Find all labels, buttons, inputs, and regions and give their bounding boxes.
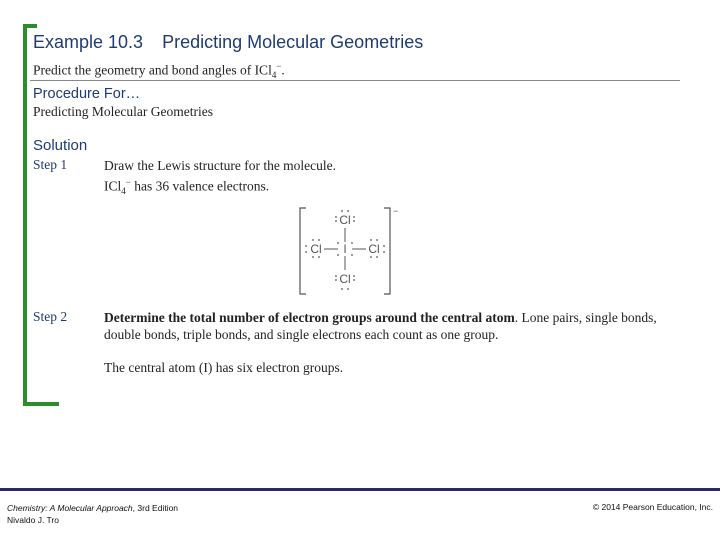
lewis-charge: − [393,206,399,216]
footer-author: Nivaldo J. Tro [7,515,59,525]
step-1-label: Step 1 [33,157,68,172]
step-2-text [104,309,657,376]
step-1-subscript: 4 [121,186,126,197]
atom-top: Cl [339,213,351,227]
step-2-line-3: The central atom (I) has six electron groups. [104,360,344,375]
step-1-line-2 [104,174,336,200]
footer-citation [7,502,178,526]
example-heading: Predicting Molecular Geometries [162,32,424,52]
frame-bar-bottom [23,402,59,406]
step-1-formula: ICl [104,178,122,194]
footer-book-title: Chemistry: A Molecular Approach [7,503,133,513]
divider-rule [30,80,680,81]
frame-bar-top [23,24,37,28]
frame-bar-left [23,24,27,404]
solution-heading: Solution [33,137,88,154]
procedure-subtitle: Predicting Molecular Geometries [33,104,213,119]
prompt-suffix: . [281,62,285,78]
step-2-label: Step 2 [33,309,68,324]
step-1-superscript: − [125,177,131,187]
step-2-bold-text: Determine the total number of electron groups around the central atom [104,310,515,325]
right-bracket [384,208,390,294]
prompt-subscript: 4 [271,70,277,81]
lewis-structure-diagram [294,205,399,297]
step-1-suffix: has 36 valence electrons. [130,178,270,194]
atom-central: I [343,242,347,256]
footer-edition: , 3rd Edition [132,503,179,513]
step-2-line-1 [104,309,657,326]
step-1-line-1: Draw the Lewis structure for the molecule. [104,158,337,173]
step-1-text [104,157,336,200]
footer-copyright: © 2014 Pearson Education, Inc. [592,502,713,512]
step-2-rest: . Lone pairs, single bonds, [514,310,657,325]
prompt-text: Predict the geometry and bond angles of ICl [33,62,272,78]
step-2-line-2: double bonds, triple bonds, and single electrons each count as one group. [104,327,499,342]
atom-left: Cl [310,242,322,256]
atom-right: Cl [368,242,380,256]
left-bracket [300,208,306,294]
footer-divider [0,488,720,491]
footer-book [7,502,178,514]
prompt-superscript: − [276,61,282,71]
procedure-heading: Procedure For… [33,86,141,102]
example-prompt [33,61,285,80]
example-number: Example 10.3 [33,32,144,52]
example-title [33,32,423,53]
atom-bottom: Cl [339,272,351,286]
